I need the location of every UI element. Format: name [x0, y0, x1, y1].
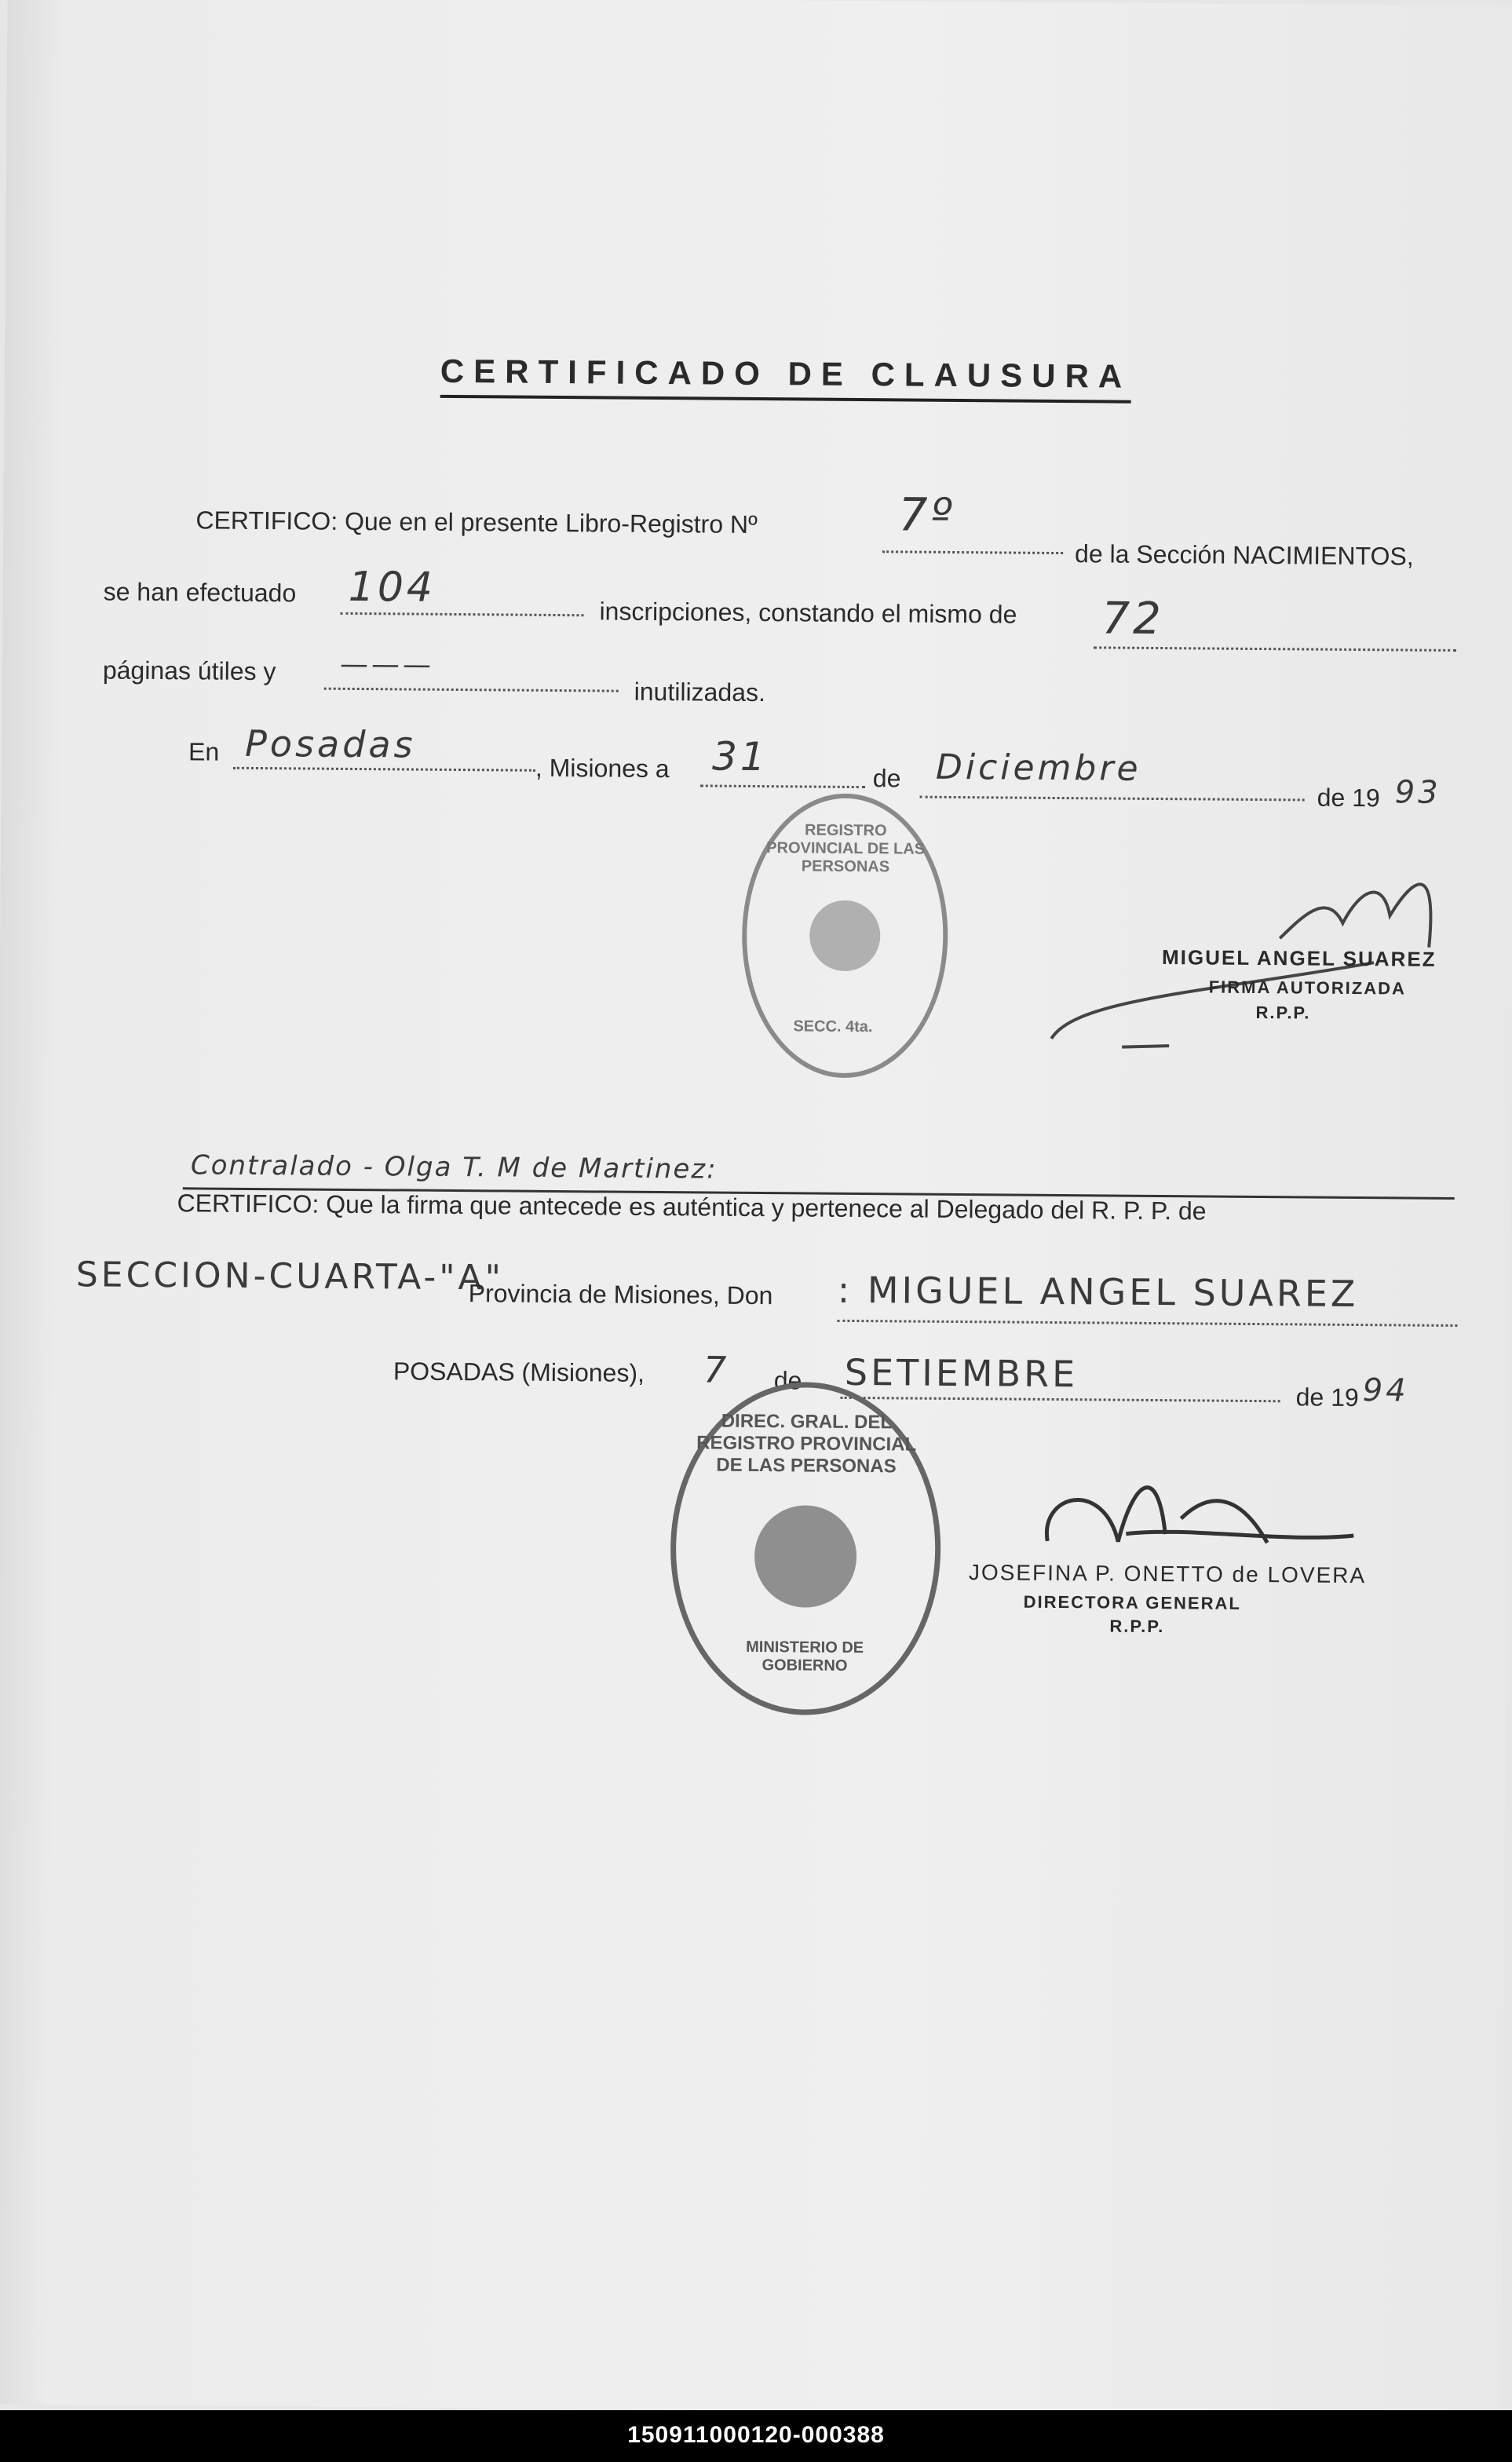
- cert2-line3-de: de: [773, 1366, 802, 1395]
- firma1-sigla: R.P.P.: [1255, 1003, 1311, 1023]
- cert1-line4-de: de: [872, 764, 901, 793]
- cert1-line1-start: CERTIFICO: Que en el presente Libro-Registro Nº: [195, 506, 758, 539]
- mes2-handwritten: SETIEMBRE: [844, 1350, 1079, 1396]
- mes-dotted-line: [920, 796, 1305, 802]
- mes-handwritten: Diciembre: [935, 747, 1141, 789]
- stamp-registro-provincial: [741, 793, 949, 1079]
- libro-number-handwritten: 7º: [898, 488, 956, 542]
- anio-handwritten: 93: [1394, 774, 1441, 811]
- inutilizadas-handwritten: ———: [339, 648, 435, 681]
- cert1-line4-misiones: , Misiones a: [535, 753, 670, 784]
- seccion-handwritten: SECCION-CUARTA-"A": [75, 1255, 505, 1299]
- anio2-handwritten: 94: [1362, 1372, 1409, 1409]
- cert1-line3-start: páginas útiles y: [102, 656, 276, 686]
- dia-handwritten: 31: [711, 733, 769, 780]
- dia2-handwritten: 7: [703, 1348, 730, 1391]
- dia-dotted-line: [700, 784, 865, 788]
- firma1-cargo: FIRMA AUTORIZADA: [1208, 977, 1407, 999]
- stamp1-upper-text: REGISTRO PROVINCIAL DE LAS PERSONAS: [766, 821, 926, 876]
- paginas-handwritten: 72: [1101, 593, 1164, 645]
- mes2-dotted-line: [841, 1397, 1280, 1402]
- firma2-nombre: JOSEFINA P. ONETTO de LOVERA: [968, 1560, 1367, 1588]
- inscripciones-handwritten: 104: [348, 563, 436, 612]
- document-id-code: 150911000120-000388: [627, 2422, 885, 2448]
- cert1-line1-end: de la Sección NACIMIENTOS,: [1074, 539, 1414, 571]
- paginas-dotted-line: [1094, 646, 1456, 652]
- firma2-sigla: R.P.P.: [1109, 1616, 1165, 1637]
- cert2-line3-de19: de 19: [1295, 1383, 1359, 1412]
- cert1-line2-start: se han efectuado: [103, 577, 297, 608]
- stamp2-coat-of-arms-icon: [754, 1505, 857, 1608]
- lugar-handwritten: Posadas: [244, 721, 416, 766]
- cert2-line2-start: Provincia de Misiones, Don: [468, 1279, 773, 1310]
- cert1-line4-en: En: [188, 737, 220, 766]
- firma2-cargo: DIRECTORA GENERAL: [1023, 1591, 1241, 1613]
- libro-number-dotted-line: [882, 550, 1063, 554]
- inscripciones-dotted-line: [340, 612, 583, 616]
- inutilizadas-dotted-line: [324, 688, 619, 692]
- stamp1-lower-text: SECC. 4ta.: [793, 1017, 873, 1036]
- stamp2-inner-text: MINISTERIO DE GOBIERNO: [746, 1638, 864, 1675]
- cert2-line3-start: POSADAS (Misiones),: [393, 1357, 645, 1387]
- cert1-line3-end: inutilizadas.: [634, 677, 766, 707]
- don-handwritten: : MIGUEL ANGEL SUAREZ: [837, 1268, 1359, 1316]
- stamp1-emblem-icon: [809, 900, 881, 972]
- firma1-nombre: MIGUEL ANGEL SUAREZ: [1161, 945, 1437, 971]
- don-dotted-line: [837, 1320, 1457, 1327]
- lugar-dotted-line: [233, 767, 535, 772]
- stamp-direccion-general: [669, 1381, 941, 1716]
- handwritten-note: Contralado - Olga T. M de Martinez:: [190, 1149, 718, 1185]
- stamp2-upper-text: DIREC. GRAL. DEL REGISTRO PROVINCIAL DE LAS PERSONAS: [696, 1410, 917, 1478]
- document-title: CERTIFICADO DE CLAUSURA: [440, 352, 1132, 404]
- cert2-line1: CERTIFICO: Que la firma que antecede es auténtica y pertenece al Delegado del R. P. P. de: [177, 1189, 1207, 1226]
- cert1-line2-mid: inscripciones, constando el mismo de: [599, 597, 1017, 629]
- cert1-line4-de19: de 19: [1317, 783, 1380, 813]
